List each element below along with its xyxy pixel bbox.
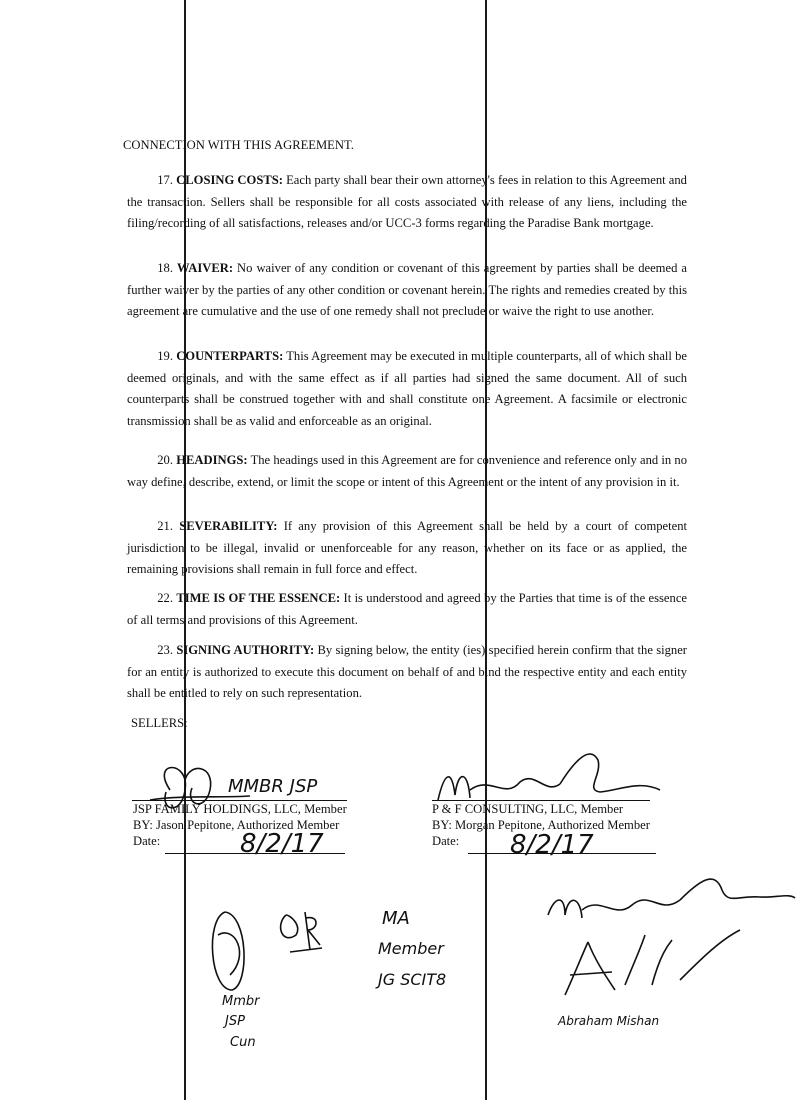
handwritten-note-line: Cun bbox=[230, 1035, 256, 1050]
section-heading: TIME IS OF THE ESSENCE: bbox=[176, 591, 341, 605]
section-number: 23. bbox=[157, 643, 173, 657]
section-number: 18. bbox=[157, 261, 173, 275]
section-heading: CLOSING COSTS: bbox=[176, 173, 283, 187]
bottom-right-signature-mark bbox=[548, 879, 795, 995]
section-number: 22. bbox=[157, 591, 173, 605]
section-body: No waiver of any condition or covenant of this agreement by parties shall be deemed a further waiver by the parties of any other condition or covenant herein. The rights and remedies created by this agreement are cumulative and the use of one remedy shall not preclude or waive the right to use another. bbox=[127, 261, 687, 318]
right-signature-mark bbox=[438, 754, 660, 800]
right-date-label: Date: bbox=[432, 834, 460, 848]
left-handwritten-title: MMBR JSP bbox=[228, 776, 318, 797]
section-heading: COUNTERPARTS: bbox=[176, 349, 284, 363]
section-number: 17. bbox=[157, 173, 173, 187]
left-entity: JSP FAMILY HOLDINGS, LLC, Member bbox=[133, 802, 347, 816]
section-body: By signing below, the entity (ies) specified herein confirm that the signer for an entity is authorized to execute this document on behalf of and bind the respective entity and each entity shall be entitled to rely on such representation. bbox=[127, 643, 688, 700]
section-number: 21. bbox=[157, 519, 173, 533]
right-entity: P & F CONSULTING, LLC, Member bbox=[432, 802, 624, 816]
section-number: 19. bbox=[157, 349, 173, 363]
section-body: Each party shall bear their own attorney's fees in relation to this Agreement and the transaction. Sellers shall be responsible for all costs associated with release of any liens, including the filing/recording of all satisfactions, releases and/or UCC-3 forms regarding the Paradise Bank mortgage. bbox=[127, 173, 687, 230]
handwritten-note-line: JSP bbox=[225, 1014, 245, 1029]
right-handwritten-date: 8/2/17 bbox=[510, 830, 594, 860]
handwritten-note-line: Mmbr bbox=[222, 994, 260, 1009]
initials-mark bbox=[212, 912, 322, 990]
handwritten-note-line: JG SCIT8 bbox=[378, 970, 447, 989]
right-signer: BY: Morgan Pepitone, Authorized Member bbox=[432, 818, 650, 832]
bottom-handwritten-name: Abraham Mishan bbox=[558, 1014, 660, 1028]
section-number: 20. bbox=[157, 453, 173, 467]
sellers-label: SELLERS: bbox=[131, 716, 188, 730]
handwritten-note-line: Member bbox=[378, 939, 444, 958]
section-heading: WAIVER: bbox=[177, 261, 234, 275]
section-body: It is understood and agreed by the Parties that time is of the essence of all terms and provisions of this Agreement. bbox=[127, 591, 687, 627]
left-date-label: Date: bbox=[133, 834, 161, 848]
section-body: If any provision of this Agreement shall be held by a court of competent jurisdiction to be illegal, invalid or unenforceable for any reason, whether on its face or as applied, the remaining provisions shall remain in full force and effect. bbox=[127, 519, 688, 576]
section-body: This Agreement may be executed in multiple counterparts, all of which shall be deemed originals, and with the same effect as if all parties had signed the same document. All of such counterparts shall be construed together with and shall constitute one Agreement. A facsimile or electronic transmission shall be as valid and enforceable as an original. bbox=[127, 349, 687, 428]
section-heading: SEVERABILITY: bbox=[179, 519, 278, 533]
section-body: The headings used in this Agreement are for convenience and reference only and in no way define, describe, extend, or limit the scope or intent of this Agreement or the intent of any provision in it. bbox=[127, 453, 688, 489]
section-heading: HEADINGS: bbox=[176, 453, 248, 467]
left-handwritten-date: 8/2/17 bbox=[240, 829, 324, 859]
section-heading: SIGNING AUTHORITY: bbox=[176, 643, 315, 657]
handwritten-note-line: MA bbox=[382, 908, 410, 929]
left-signer: BY: Jason Pepitone, Authorized Member bbox=[133, 818, 340, 832]
continuation-line: CONNECTION WITH THIS AGREEMENT. bbox=[123, 138, 354, 152]
